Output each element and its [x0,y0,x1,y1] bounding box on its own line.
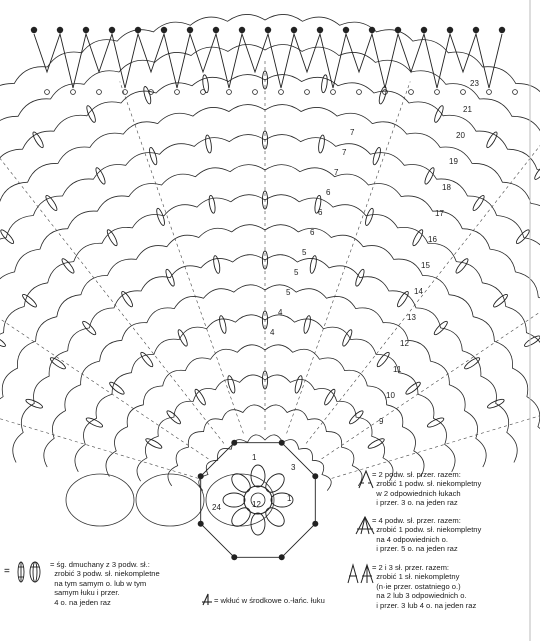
stitch-cluster [372,147,382,166]
picot-ring [279,90,284,95]
row-number: 16 [428,235,437,244]
motif-picot [279,440,285,446]
stitch-cluster [454,257,469,274]
inner-row-number: 7 [342,148,347,157]
picot-ring [383,90,388,95]
row-number: 13 [407,313,416,322]
inner-row-number: 7 [350,128,355,137]
stitch-cluster [155,208,166,227]
inner-row-number: 5 [302,248,307,257]
stitch-cluster [523,334,540,348]
legend-decrease23-text: = 2 i 3 sł. przer. razem: zrobić 1 sł. niekompletny (n·ie przer. ostatniego o.) na 2 lub 3 odpowiednich o. i przer. 3 lub 4 o. na jeden raz [372,563,477,610]
mesh-row [0,195,540,453]
picot-dot [291,27,297,33]
motif-number: 12 [252,500,261,509]
stitch-cluster [0,334,7,348]
legend-cluster-text: = śg. dmuchany z 3 podw. sł.: zrobić 3 podw. sł. niekompletne na tym samym o. lub w tym samym łuku i przer. 4 o. na jeden raz [50,560,160,607]
picot-ring [97,90,102,95]
picot-ring [487,90,492,95]
row-number: 17 [435,209,444,218]
stitch-cluster [426,416,444,428]
legend-insert-text: = wkłuć w środkowe o.-łańc. łuku [214,596,325,605]
picot-dot [421,27,427,33]
stitch-cluster [341,329,354,347]
svg-text:=: = [4,566,10,577]
stitch-cluster [423,167,436,185]
motif-number: 3 [291,463,296,472]
row-number: 11 [393,365,402,374]
picot-dot [161,27,167,33]
stitch-cluster [226,375,236,394]
picot-ring [305,90,310,95]
motif-picot [312,473,318,479]
picot-ring [409,90,414,95]
picot-dot [83,27,89,33]
mesh-row [0,45,540,430]
picot-dot [343,27,349,33]
motif-picot [198,473,204,479]
mesh-spoke [120,82,244,434]
motif-number: 1 [287,494,292,503]
picot-ring [435,90,440,95]
mesh-spoke [322,241,540,459]
stitch-cluster [376,351,391,368]
picot-dot [499,27,505,33]
picot-dot [213,27,219,33]
stitch-cluster [94,167,107,185]
stitch-cluster [471,194,485,212]
picot-ring [175,90,180,95]
inner-row-number: 6 [318,208,323,217]
motif-picot [279,554,285,560]
inner-row-number: 4 [278,308,283,317]
stitch-cluster [139,351,154,368]
inner-row-number: 7 [334,168,339,177]
picot-ring [253,90,258,95]
side-motif [136,474,204,526]
motif-petal [223,493,245,507]
mesh-row [0,14,540,424]
stitch-cluster [404,381,421,396]
inner-row-number: 5 [294,268,299,277]
mesh-spoke [0,241,208,459]
inner-row-number: 4 [270,328,275,337]
row-number: 15 [421,261,430,270]
mesh-row [0,105,540,439]
stitch-cluster [44,194,58,212]
picot-dot [57,27,63,33]
chart-mesh [0,14,540,526]
picot-ring [201,90,206,95]
row-number: 9 [379,417,384,426]
motif-picot [231,440,237,446]
stitch-cluster [21,293,38,309]
mesh-spoke [306,144,540,443]
picot-ring [227,90,232,95]
picot-dot [135,27,141,33]
picot-dot [109,27,115,33]
chart-picots [31,27,518,95]
row-number: 21 [463,105,472,114]
row-number: 14 [414,287,423,296]
stitch-cluster [378,86,388,105]
motif-number: 24 [212,503,221,512]
motif-picot [231,554,237,560]
legend-decrease4-text: = 4 podw. sł. przer. razem: zrobić 1 podw. sł. niekompletny na 4 odpowiednich o. i przer. 5 o. na jeden raz [372,516,482,554]
stitch-cluster [515,228,531,245]
picot-dot [473,27,479,33]
chart-fans [0,71,540,450]
mesh-spoke [287,82,411,434]
stitch-cluster [309,255,318,274]
stitch-cluster [85,416,103,428]
stitch-cluster [218,315,227,334]
stitch-cluster [492,293,509,309]
legend-decrease2-text: = 2 podw. sł. przer. razem: zrobić 1 podw. sł. niekompletny w 2 odpowiednich łukach i przer. 3 o. na jeden raz [372,470,482,508]
picot-ring [461,90,466,95]
row-number: 20 [456,131,465,140]
picot-dot [395,27,401,33]
stitch-cluster [364,208,375,227]
motif-picot [312,521,318,527]
stitch-cluster [463,356,481,371]
row-number: 12 [400,339,409,348]
picot-dot [447,27,453,33]
stitch-cluster [303,315,312,334]
stitch-cluster [60,257,75,274]
stitch-cluster [49,356,67,371]
picot-dot [369,27,375,33]
mesh-spoke [0,364,198,478]
inner-row-number: 5 [286,288,291,297]
mesh-row [0,165,540,449]
row-number: 23 [470,79,479,88]
picot-dot [187,27,193,33]
stitch-cluster [0,228,15,245]
stitch-cluster [148,147,158,166]
motif-picot [198,521,204,527]
row-number: 10 [386,391,395,400]
picot-ring [357,90,362,95]
stitch-cluster [533,164,540,181]
stitch-cluster [212,255,221,274]
side-motif [66,474,134,526]
stitch-cluster [176,329,189,347]
motif-number: 1 [252,453,257,462]
picot-ring [513,90,518,95]
picot-ring [331,90,336,95]
mesh-row [0,135,540,444]
row-number: 18 [442,183,451,192]
picot-dot [265,27,271,33]
row-number: 19 [449,157,458,166]
stitch-cluster [294,375,304,394]
inner-row-number: 6 [326,188,331,197]
picot-dot [317,27,323,33]
stitch-cluster [142,86,152,105]
mesh-row [0,225,540,458]
picot-dot [31,27,37,33]
inner-row-number: 6 [310,228,315,237]
picot-dot [239,27,245,33]
picot-ring [71,90,76,95]
stitch-cluster [108,381,125,396]
picot-ring [45,90,50,95]
